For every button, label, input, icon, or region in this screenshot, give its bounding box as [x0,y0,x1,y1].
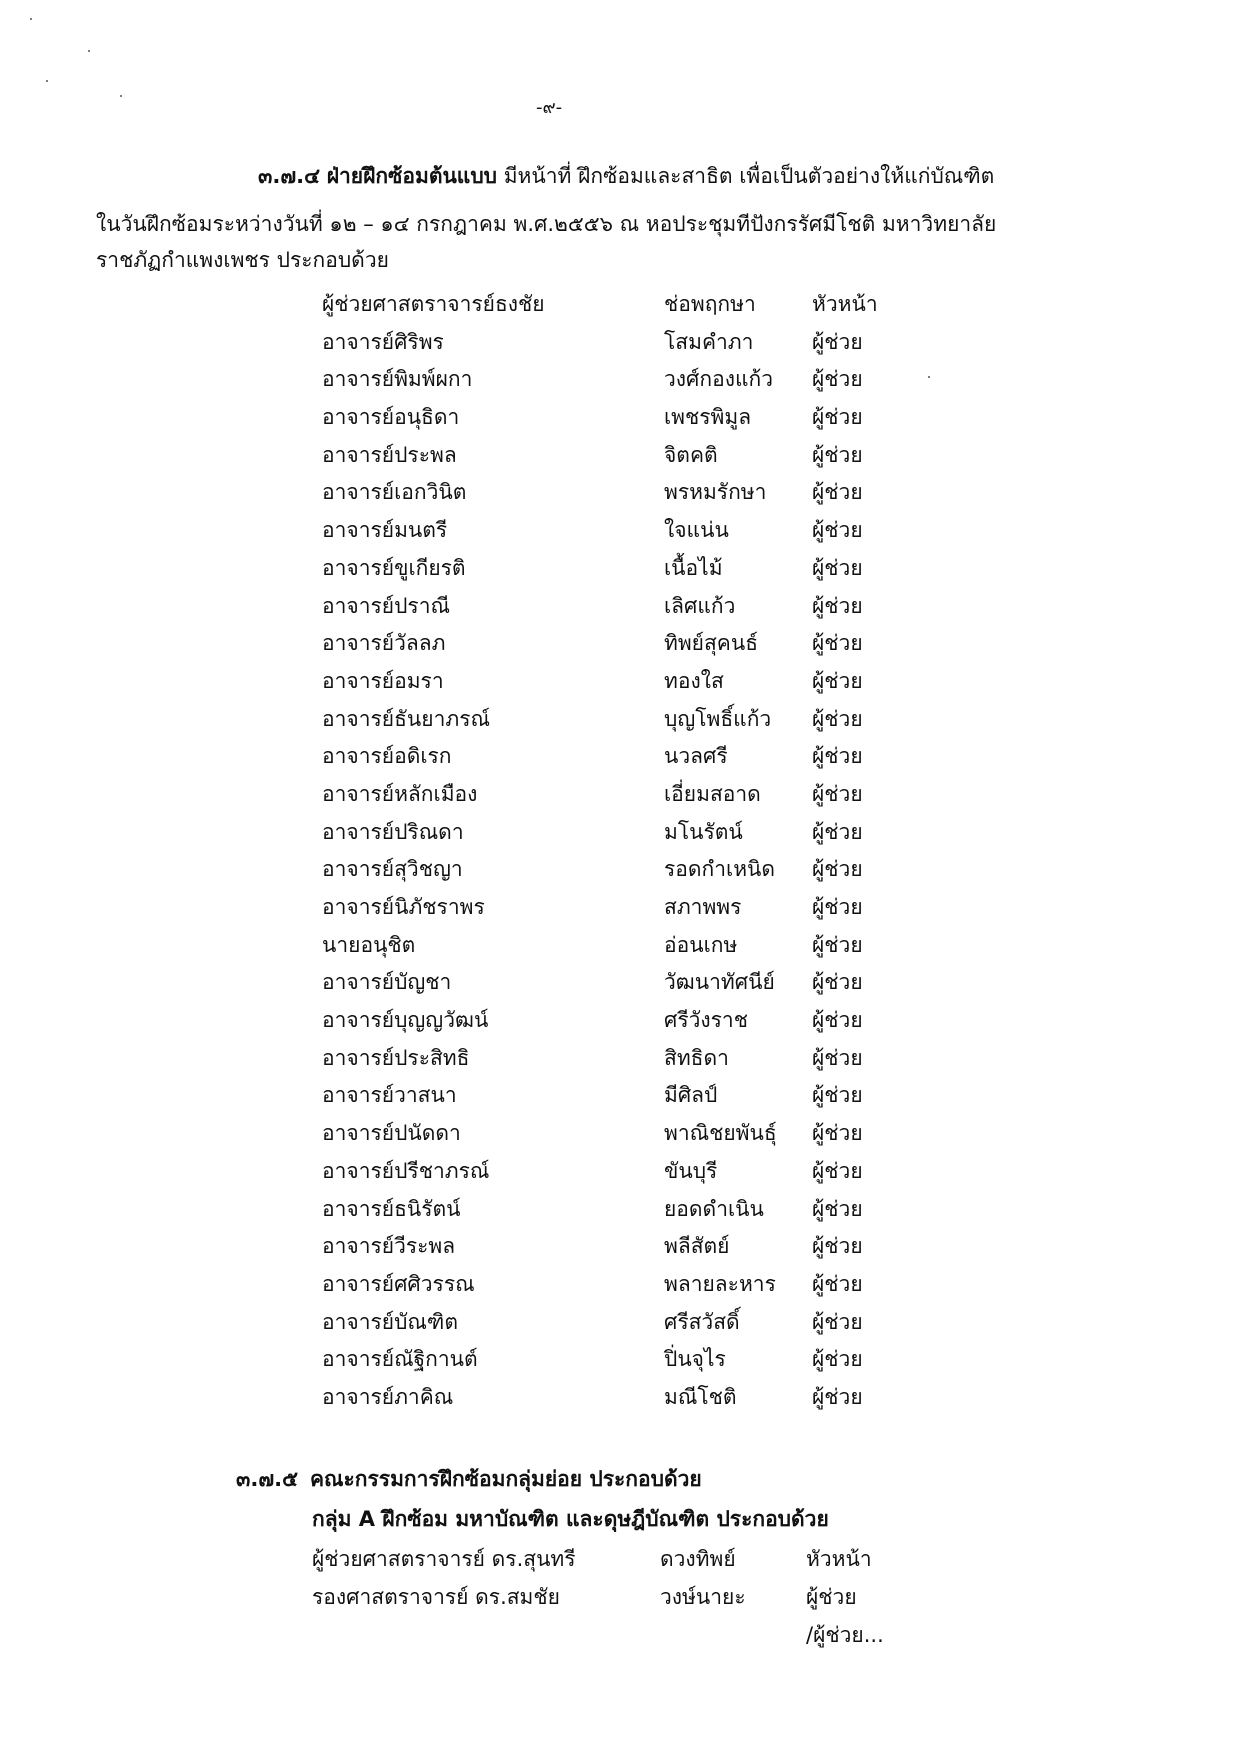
member-role: ผู้ช่วย [812,1234,863,1259]
member-role: ผู้ช่วย [812,593,863,618]
member-role: ผู้ช่วย [812,1271,863,1296]
member-role: ผู้ช่วย [812,631,863,656]
member-first-name: อาจารย์ศิริพร [322,329,444,354]
member-first-name: อาจารย์บัณฑิต [322,1309,458,1334]
member-last-name: อ่อนเกษ [664,932,738,957]
member-last-name: มณีโชติ [664,1384,737,1409]
member-role: ผู้ช่วย [812,518,863,543]
member-first-name: อาจารย์วัลลภ [322,631,446,656]
member-row [0,1038,1236,1076]
scan-speck [120,95,122,97]
member-last-name: พรหมรักษา [664,480,767,505]
member-first-name: อาจารย์วาสนา [322,1083,457,1108]
member-first-name: อาจารย์หลักเมือง [322,781,478,806]
section-375-number: ๓.๗.๕ [236,1467,298,1491]
member-first-name: อาจารย์บัญชา [322,970,452,995]
member-role: ผู้ช่วย [812,1158,863,1183]
member-last-name: เพชรพิมูล [664,405,752,430]
section-375-title: คณะกรรมการฝึกซ้อมกลุ่มย่อย ประกอบด้วย [310,1467,702,1491]
member-last-name: ดวงทิพย์ [660,1547,736,1571]
member-row [0,1075,1236,1113]
section-374-line2: ในวันฝึกซ้อมระหว่างวันที่ ๑๒ – ๑๔ กรกฎาคม พ.ศ.๒๕๕๖ ณ หอประชุมทีปังกรรัศมีโชติ มหาวิทยาลัย [96,212,997,236]
member-last-name: ทองใส [664,668,724,693]
member-role: ผู้ช่วย [812,329,863,354]
member-last-name: ศรีวังราช [664,1008,748,1033]
section-375-heading [236,1463,702,1496]
group-a-member-row [0,1543,1236,1579]
member-last-name: พาณิชยพันธุ์ [664,1121,777,1146]
member-last-name: วัฒนาทัศนีย์ [664,970,775,995]
member-last-name: ช่อพฤกษา [664,292,756,316]
member-role: ผู้ช่วย [812,819,863,844]
member-role: ผู้ช่วย [812,781,863,806]
member-last-name: ยอดดำเนิน [664,1196,764,1221]
member-row [0,472,1236,510]
member-role: ผู้ช่วย [812,668,863,693]
member-last-name: จิตคติ [664,442,718,467]
section-374-title: ฝ่ายฝึกซ้อมต้นแบบ [326,164,498,188]
member-last-name: เลิศแก้ว [664,593,736,618]
member-row [0,849,1236,887]
member-role: ผู้ช่วย [812,555,863,580]
member-first-name: อาจารย์วีระพล [322,1234,456,1259]
member-role: ผู้ช่วย [812,405,863,430]
member-role: ผู้ช่วย [812,1121,863,1146]
member-first-name: อาจารย์นิภัชราพร [322,895,485,919]
member-first-name: อาจารย์ปริณดา [322,819,464,844]
section-374-line1-rest: มีหน้าที่ ฝึกซ้อมและสาธิต เพื่อเป็นตัวอย่างให้แก่บัณฑิต [503,164,995,188]
member-row [0,1189,1236,1227]
page-number: -๙- [536,97,563,118]
member-role: หัวหน้า [806,1547,872,1571]
member-last-name: พลีสัตย์ [664,1234,730,1259]
member-first-name: นายอนุชิต [322,932,416,957]
member-row [0,586,1236,624]
member-row [0,1339,1236,1377]
member-row [0,1226,1236,1264]
member-row [0,359,1236,397]
member-last-name: ปิ่นจุไร [664,1347,726,1372]
member-row [0,1000,1236,1038]
member-row [0,284,1236,322]
member-row [0,1151,1236,1189]
member-first-name: อาจารย์ขูเกียรติ [322,555,466,580]
member-last-name: เนื้อไม้ [664,555,723,580]
member-role: หัวหน้า [812,292,878,316]
member-last-name: สภาพพร [664,895,742,919]
member-first-name: อาจารย์อมรา [322,668,444,693]
member-last-name: วงษ์นายะ [660,1585,746,1609]
member-first-name: ผู้ช่วยศาสตราจารย์ธงชัย [322,292,545,316]
member-last-name: ใจแน่น [664,518,729,543]
member-last-name: บุญโพธิ์แก้ว [664,706,772,731]
member-row [0,322,1236,360]
member-last-name: เอี่ยมสอาด [664,781,761,806]
member-last-name: ศรีสวัสดิ์ [664,1309,740,1334]
member-first-name: อาจารย์บุญญวัฒน์ [322,1008,489,1033]
member-row [0,699,1236,737]
section-374-line3: ราชภัฏกำแพงเพชร ประกอบด้วย [96,248,389,272]
member-first-name: ผู้ช่วยศาสตราจารย์ ดร.สุนทรี [312,1547,576,1571]
member-role: ผู้ช่วย [812,1196,863,1221]
member-last-name: มโนรัตน์ [664,819,743,844]
member-role: ผู้ช่วย [812,367,863,392]
member-role: ผู้ช่วย [812,480,863,505]
member-first-name: อาจารย์ปราณี [322,593,450,618]
section-374-heading-line [258,160,994,193]
member-row [0,736,1236,774]
member-first-name: อาจารย์ภาคิณ [322,1384,454,1409]
group-a-member-row [0,1581,1236,1617]
member-last-name: ขันบุรี [664,1158,718,1183]
member-first-name: อาจารย์เอกวินิต [322,480,467,505]
member-row [0,962,1236,1000]
member-first-name: อาจารย์ประพล [322,442,457,467]
member-first-name: อาจารย์ปนัดดา [322,1121,461,1146]
member-role: ผู้ช่วย [812,1083,863,1108]
section-374-number: ๓.๗.๔ [258,164,320,188]
member-first-name: อาจารย์ธนิรัตน์ [322,1196,461,1221]
member-role: ผู้ช่วย [812,706,863,731]
member-row [0,812,1236,850]
section-374-member-list [0,284,1236,1415]
continuation-note: /ผู้ช่วย... [806,1623,884,1647]
member-row [0,623,1236,661]
member-row [0,774,1236,812]
member-first-name: อาจารย์สุวิชญา [322,857,463,882]
member-row [0,925,1236,963]
member-role: ผู้ช่วย [812,970,863,995]
member-last-name: วงศ์กองแก้ว [664,367,773,392]
member-row [0,661,1236,699]
scan-speck [30,18,32,20]
member-first-name: อาจารย์ศศิวรรณ [322,1271,475,1296]
member-first-name: รองศาสตราจารย์ ดร.สมชัย [312,1585,560,1609]
member-first-name: อาจารย์ประสิทธิ [322,1045,470,1070]
member-row [0,435,1236,473]
member-last-name: ทิพย์สุคนธ์ [664,631,759,656]
member-role: ผู้ช่วย [806,1585,857,1609]
member-role: ผู้ช่วย [812,1045,863,1070]
member-row [0,887,1236,925]
member-role: ผู้ช่วย [812,1008,863,1033]
member-row [0,1113,1236,1151]
member-role: ผู้ช่วย [812,895,863,919]
scan-speck [88,50,90,52]
member-first-name: อาจารย์ณัฐิกานต์ [322,1347,478,1372]
member-role: ผู้ช่วย [812,1384,863,1409]
member-first-name: อาจารย์อดิเรก [322,744,452,769]
group-a-heading: กลุ่ม A ฝึกซ้อม มหาบัณฑิต และดุษฎีบัณฑิต ประกอบด้วย [312,1507,829,1531]
member-row [0,1264,1236,1302]
member-row [0,397,1236,435]
member-first-name: อาจารย์อนุธิดา [322,405,460,430]
member-last-name: รอดกำเหนิด [664,857,776,882]
member-last-name: สิทธิดา [664,1045,729,1070]
member-last-name: มีศิลป์ [664,1083,718,1108]
member-role: ผู้ช่วย [812,744,863,769]
member-first-name: อาจารย์ปรีชาภรณ์ [322,1158,490,1183]
member-last-name: นวลศรี [664,744,728,769]
member-role: ผู้ช่วย [812,857,863,882]
member-role: ผู้ช่วย [812,932,863,957]
member-row [0,510,1236,548]
member-row [0,1302,1236,1340]
member-first-name: อาจารย์มนตรี [322,518,448,543]
member-last-name: โสมคำภา [664,329,754,354]
member-last-name: พลายละหาร [664,1271,776,1296]
member-role: ผู้ช่วย [812,1347,863,1372]
member-role: ผู้ช่วย [812,442,863,467]
scan-speck [46,80,48,82]
member-row [0,548,1236,586]
member-first-name: อาจารย์พิมพ์ผกา [322,367,473,392]
member-row [0,1377,1236,1415]
member-role: ผู้ช่วย [812,1309,863,1334]
member-first-name: อาจารย์ธันยาภรณ์ [322,706,490,731]
